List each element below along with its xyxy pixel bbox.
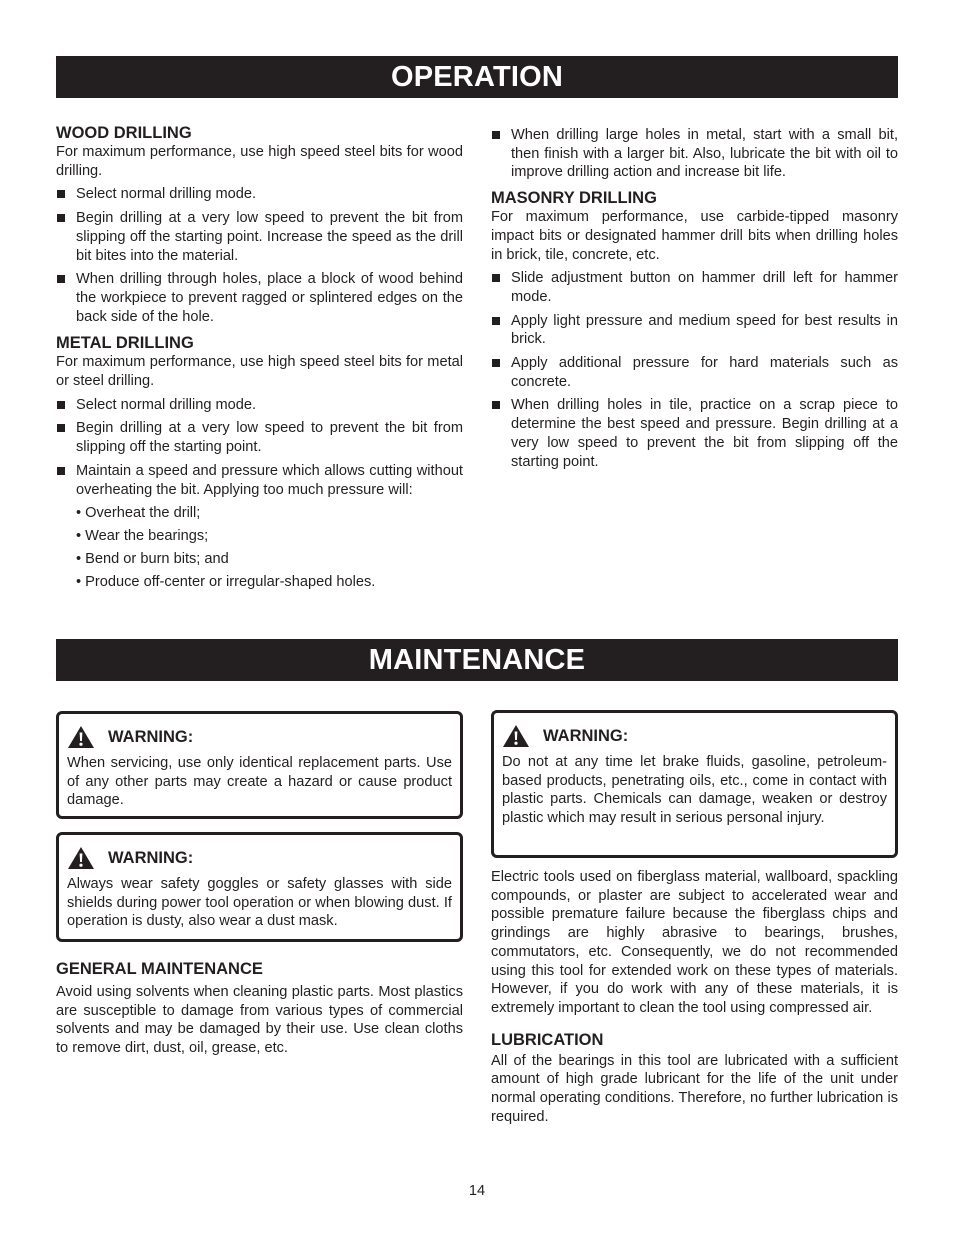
list-item: Select normal drilling mode.	[56, 396, 463, 415]
operation-left-column	[56, 123, 463, 592]
masonry-drilling-list	[491, 269, 898, 471]
sub-list-item: • Wear the bearings;	[76, 527, 209, 544]
warning-triangle-icon	[502, 724, 530, 748]
list-item: Maintain a speed and pressure which allows cutting without overheating the bit. Applying too much pressure will:	[56, 462, 463, 499]
warning-header	[67, 845, 452, 871]
maintenance-right-column	[491, 710, 898, 1126]
lubrication-heading: LUBRICATION	[491, 1030, 604, 1049]
warning-text: When servicing, use only identical replacement parts. Use of any other parts may create a hazard or cause product damage.	[67, 755, 452, 809]
wood-drilling-list	[56, 185, 463, 326]
warning-title: WARNING:	[108, 727, 194, 746]
list-item: Begin drilling at a very low speed to prevent the bit from slipping off the starting point.	[56, 419, 463, 456]
warning-title: WARNING:	[543, 726, 629, 745]
page-number: 14	[468, 1183, 486, 1199]
list-item: Begin drilling at a very low speed to prevent the bit from slipping off the starting point. Increase the speed as the drill bit bites into the material.	[56, 209, 463, 265]
sub-list-item: • Bend or burn bits; and	[76, 551, 229, 568]
lubrication-text: All of the bearings in this tool are lubricated with a sufficient amount of high grade lubricant for the life of the unit under normal operating conditions. Therefore, no further lubrication is required.	[491, 1052, 898, 1125]
list-item: Select normal drilling mode.	[56, 185, 463, 204]
warning-box-replacement-parts	[56, 711, 463, 819]
warning-header	[502, 723, 887, 749]
wood-drilling-heading: WOOD DRILLING	[56, 124, 192, 142]
warning-header	[67, 724, 452, 750]
operation-right-column	[491, 121, 898, 471]
masonry-drilling-heading: MASONRY DRILLING	[491, 189, 657, 208]
list-item: When drilling through holes, place a block of wood behind the workpiece to prevent ragged or splintered edges on the back side of the hole.	[56, 270, 463, 326]
metal-drilling-list-continued	[491, 126, 898, 182]
list-item: Apply light pressure and medium speed for best results in brick.	[491, 312, 898, 349]
warning-text: Do not at any time let brake fluids, gasoline, petroleum-based products, penetrating oils, etc., come in contact with plastic parts. Chemicals can damage, weaken or destroy plastic which may result in serious personal injury.	[502, 754, 887, 827]
warning-text: Always wear safety goggles or safety glasses with side shields during power tool operation or when blowing dust. If operation is dusty, also wear a dust mask.	[67, 876, 452, 930]
warning-title: WARNING:	[108, 848, 194, 867]
general-maintenance-heading: GENERAL MAINTENANCE	[56, 960, 263, 978]
list-item: Apply additional pressure for hard materials such as concrete.	[491, 354, 898, 391]
operation-banner: OPERATION	[56, 56, 898, 98]
general-maintenance-text: Avoid using solvents when cleaning plastic parts. Most plastics are susceptible to damage from various types of commercial solvents and may be damaged by their use. Use clean cloths to remove dirt, dust, oil, grease, etc.	[56, 984, 463, 1057]
metal-drilling-intro: For maximum performance, use high speed steel bits for metal or steel drilling.	[56, 354, 463, 390]
maintenance-left-column	[56, 711, 463, 1058]
maintenance-banner: MAINTENANCE	[56, 639, 898, 681]
sub-list-item: • Produce off-center or irregular-shaped holes.	[76, 574, 376, 591]
warning-triangle-icon	[67, 846, 95, 870]
list-item: When drilling holes in tile, practice on a scrap piece to determine the best speed and pressure. Begin drilling at a very low speed to prevent the bit from slipping off the starting point.	[491, 396, 898, 471]
masonry-drilling-intro: For maximum performance, use carbide-tipped masonry impact bits or designated hammer drill bits when drilling holes in brick, tile, concrete, etc.	[491, 209, 898, 263]
fiberglass-wear-text: Electric tools used on fiberglass material, wallboard, spackling compounds, or plaster are subject to accelerated wear and possible premature failure because the fiberglass chips and grindings are highly abrasive to bearings, brushes, commutators, etc. Consequently, we do not recommended using this tool for extended work on these types of materials. However, if you do work with any of these materials, it is extremely important to clean the tool using compressed air.	[491, 869, 898, 1016]
list-item: Slide adjustment button on hammer drill left for hammer mode.	[491, 269, 898, 306]
metal-drilling-list	[56, 396, 463, 500]
wood-drilling-intro: For maximum performance, use high speed steel bits for wood drilling.	[56, 144, 463, 179]
metal-drilling-heading: METAL DRILLING	[56, 334, 194, 353]
warning-triangle-icon	[67, 725, 95, 749]
sub-list-item: • Overheat the drill;	[76, 504, 201, 521]
list-item: When drilling large holes in metal, start with a small bit, then finish with a larger bit. Also, lubricate the bit with oil to improve drilling action and increase bit life.	[491, 126, 898, 182]
warning-box-safety-goggles	[56, 832, 463, 942]
warning-box-chemicals	[491, 710, 898, 858]
metal-drilling-sublist	[56, 504, 463, 592]
